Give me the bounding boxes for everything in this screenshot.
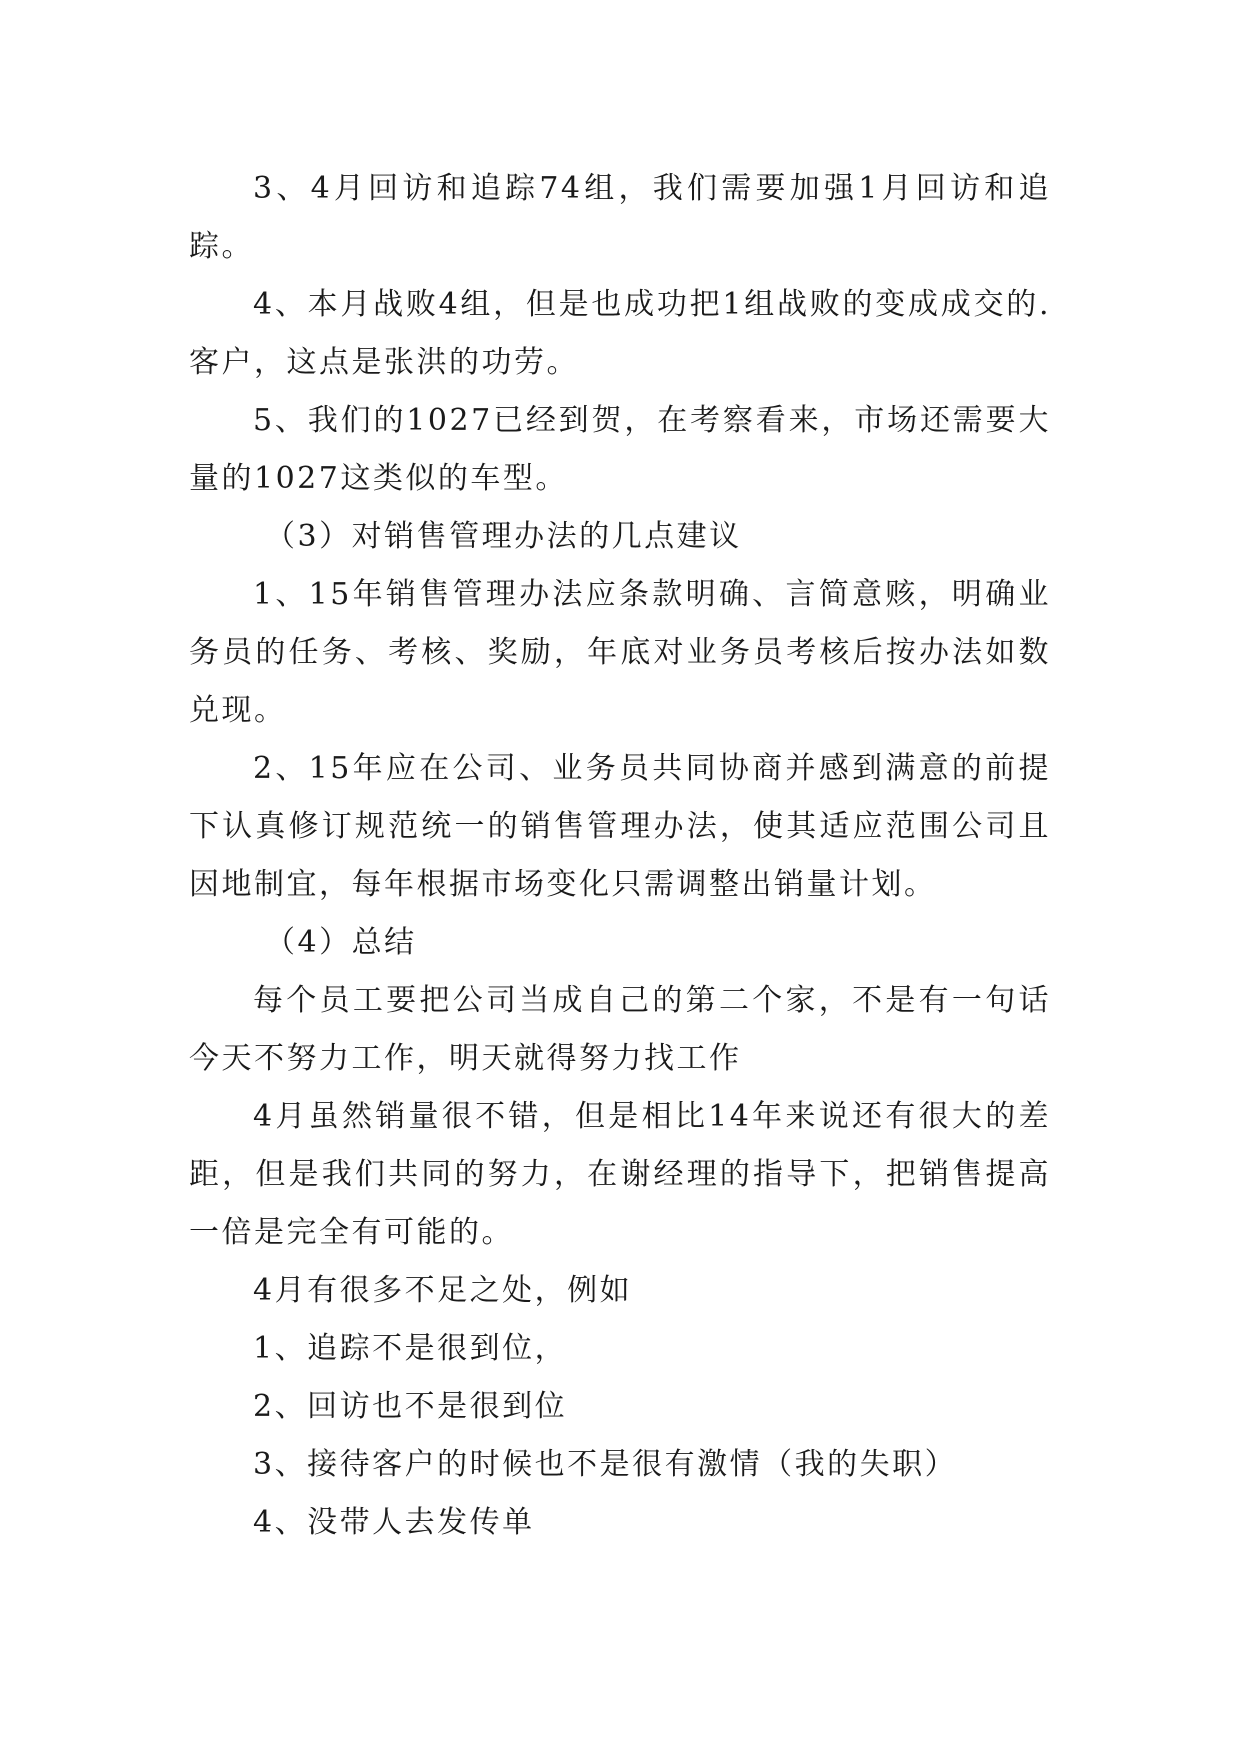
paragraph-lost-deals: 4、本月战败4组，但是也成功把1组战败的变成成交的.客户，这点是张洪的功劳。 xyxy=(189,287,1051,380)
section-heading-suggestions: （3）对销售管理办法的几点建议 xyxy=(265,519,742,554)
paragraph-shortcomings-intro: 4月有很多不足之处，例如 xyxy=(253,1273,633,1308)
paragraph-suggestion-2: 2、15年应在公司、业务员共同协商并感到满意的前提下认真修订规范统一的销售管理办法，使其适应范围公司且因地制宜，每年根据市场变化只需调整出销量计划。 xyxy=(189,751,1051,902)
section-heading-summary: （4）总结 xyxy=(265,925,417,960)
paragraph-summary-2: 4月虽然销量很不错，但是相比14年来说还有很大的差距，但是我们共同的努力，在谢经理的指导下，把销售提高一倍是完全有可能的。 xyxy=(189,1099,1051,1250)
paragraph-visit-tracking: 3、4月回访和追踪74组，我们需要加强1月回访和追踪。 xyxy=(189,171,1051,264)
list-item-shortcoming-4: 4、没带人去发传单 xyxy=(253,1505,535,1540)
list-item-shortcoming-3: 3、接待客户的时候也不是很有激情（我的失职） xyxy=(253,1447,958,1482)
document-page xyxy=(189,160,1051,1552)
list-item-shortcoming-1: 1、追踪不是很到位， xyxy=(253,1331,568,1366)
paragraph-suggestion-1: 1、15年销售管理办法应条款明确、言简意赅，明确业务员的任务、考核、奖励，年底对业务员考核后按办法如数兑现。 xyxy=(189,577,1051,728)
paragraph-summary-1: 每个员工要把公司当成自己的第二个家，不是有一句话今天不努力工作，明天就得努力找工作 xyxy=(189,983,1051,1076)
list-item-shortcoming-2: 2、回访也不是很到位 xyxy=(253,1389,568,1424)
paragraph-model-1027: 5、我们的1027已经到贺，在考察看来，市场还需要大量的1027这类似的车型。 xyxy=(189,403,1051,496)
